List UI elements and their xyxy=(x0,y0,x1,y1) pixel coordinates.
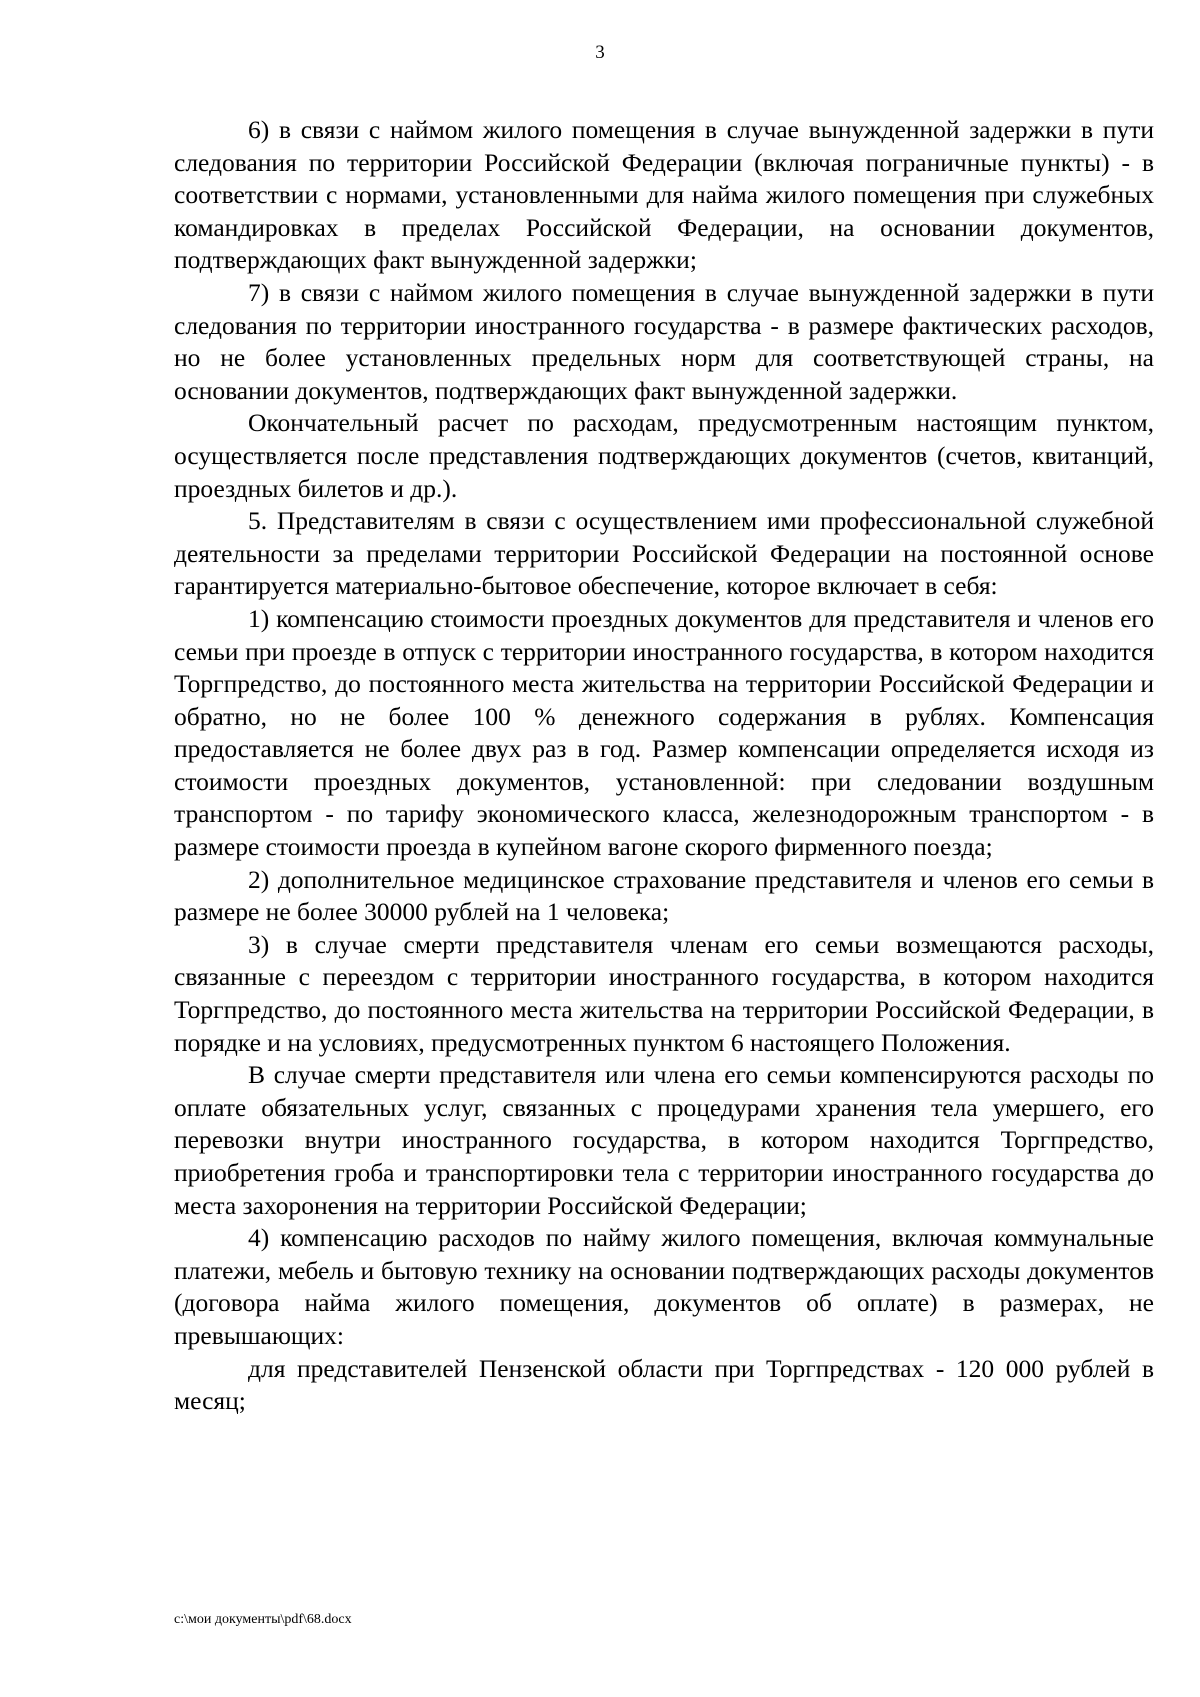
document-body xyxy=(174,114,1154,1418)
paragraph-housing-limit: для представителей Пензенской области при Торгпредствах - 120 000 рублей в месяц; xyxy=(174,1353,1154,1416)
page-number: 3 xyxy=(595,42,605,63)
paragraph-7-forced-delay-foreign: 7) в связи с наймом жилого помещения в случае вынужденной задержки в пути следования по территории иностранного государства - в размере фактических расходов, но не более установленных предельных норм для соответствующей страны, на основании документов, подтверждающих факт вынужденной задержки. xyxy=(174,277,1154,405)
paragraph-item-4-housing: 4) компенсацию расходов по найму жилого помещения, включая коммунальные платежи, мебель и бытовую технику на основании подтверждающих расходы документов (договора найма жилого помещения, документов об оплате) в размерах, не превышающих: xyxy=(174,1223,1154,1350)
paragraph-section-5: 5. Представителям в связи с осуществлением ими профессиональной служебной деятельности за пределами территории Российской Федерации на постоянной основе гарантируется материально-бытовое обеспечение, которое включает в себя: xyxy=(174,506,1154,601)
footer-file-path: c:\мои документы\pdf\68.docx xyxy=(174,1612,352,1627)
paragraph-item-2-medical-insurance: 2) дополнительное медицинское страхование представителя и членов его семьи в размере не более 30000 рублей на 1 человека; xyxy=(174,864,1154,927)
paragraph-death-services: В случае смерти представителя или члена его семьи компенсируются расходы по оплате обязательных услуг, связанных с процедурами хранения тела умершего, его перевозки внутри иностранного государства, в котором находится Торгпредство, приобретения гроба и транспортировки тела с территории иностранного государства до места захоронения на территории Российской Федерации; xyxy=(174,1060,1154,1220)
paragraph-item-3-death-relocation: 3) в случае смерти представителя членам его семьи возмещаются расходы, связанные с переездом с территории иностранного государства, в котором находится Торгпредство, до постоянного места жительства на территории Российской Федерации, в порядке и на условиях, предусмотренных пунктом 6 настоящего Положения. xyxy=(174,929,1154,1057)
paragraph-6-forced-delay-russia: 6) в связи с наймом жилого помещения в случае вынужденной задержки в пути следования по территории Российской Федерации (включая пограничные пункты) - в соответствии с нормами, установленными для найма жилого помещения при служебных командировках в пределах Российской Федерации, на основании документов, подтверждающих факт вынужденной задержки; xyxy=(174,115,1154,275)
paragraph-final-settlement: Окончательный расчет по расходам, предусмотренным настоящим пунктом, осуществляется после представления подтверждающих документов (счетов, квитанций, проездных билетов и др.). xyxy=(174,408,1154,503)
paragraph-item-1-travel-compensation: 1) компенсацию стоимости проездных документов для представителя и членов его семьи при проезде в отпуск с территории иностранного государства, в котором находится Торгпредство, до постоянного места жительства на территории Российской Федерации и обратно, но не более 100 % денежного содержания в рублях. Компенсация предоставляется не более двух раз в год. Размер компенсации определяется исходя из стоимости проездных документов, установленной: при следовании воздушным транспортом - по тарифу экономического класса, железнодорожным транспортом - в размере стоимости проезда в купейном вагоне скорого фирменного поезда; xyxy=(174,603,1154,862)
